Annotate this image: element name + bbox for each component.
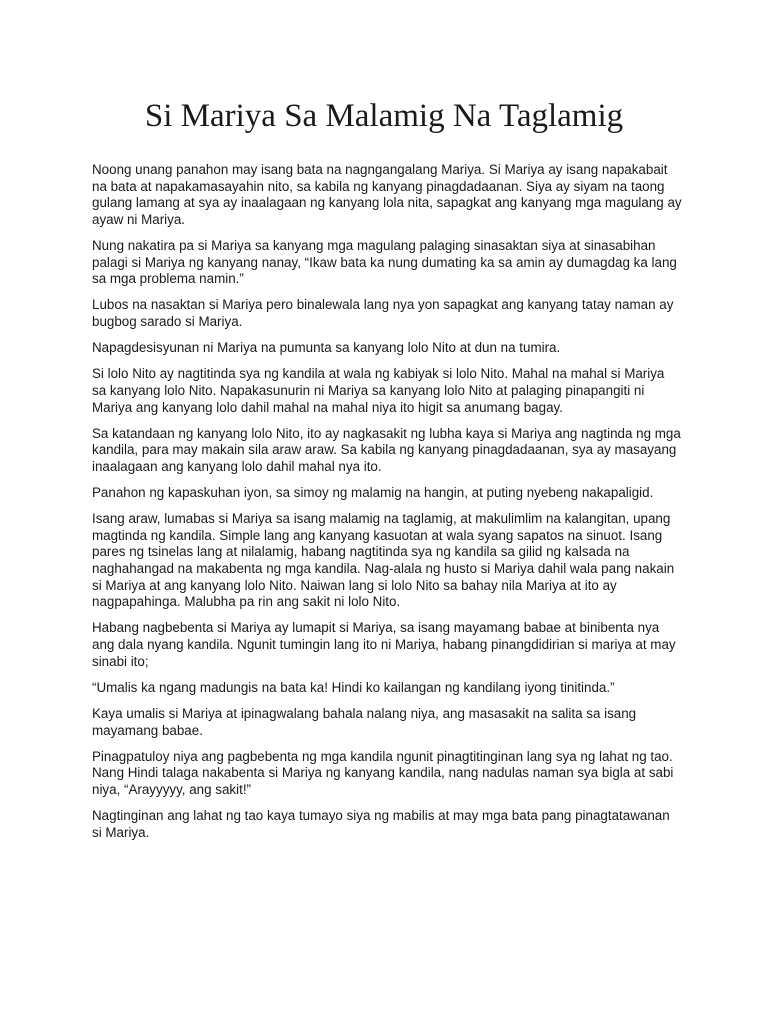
paragraph-4: Napagdesisyunan ni Mariya na pumunta sa kanyang lolo Nito at dun na tumira. [92,340,561,356]
paragraph-7: Panahon ng kapaskuhan iyon, sa simoy ng malamig na hangin, at puting nyebeng nakapaligid. [92,485,654,501]
paragraph-12: Pinagpatuloy niya ang pagbebenta ng mga kandila ngunit pinagtitinginan lang sya ng lahat ng tao. Nang Hindi talaga nakabenta si Mariya ng kanyang kandila, nang nadulas naman sya bigla at sabi niya, “Arayyyyy, ang sakit!” [92,748,674,797]
paragraph-8: Isang araw, lumabas si Mariya sa isang malamig na taglamig, at makulimlim na kalangitan, upang magtinda ng kandila. Simple lang ang kanyang kasuotan at wala syang sapatos na sinuot. Isang pares ng tsinelas lang at nilalamig, habang nagtitinda sya ng kandila sa gilid ng kalsada na naghahangad na makabenta ng mga kandila. Nag-alala ng husto si Mariya dahil wala pang nakain si Mariya at ang kanyang lolo Nito. Naiwan lang si lolo Nito sa bahay nila Mariya at ito ay nagpapahinga. Malubha pa rin ang sakit ni lolo Nito. [92,511,675,610]
paragraph-2: Nung nakatira pa si Mariya sa kanyang mga magulang palaging sinasaktan siya at sinasabihan palagi si Mariya ng kanyang nanay, “Ikaw bata ka nung dumating ka sa amin ay dumagdag ka lang sa mga problema namin.” [92,237,677,287]
paragraph-10: “Umalis ka ngang madungis na bata ka! Hindi ko kailangan ng kandilang iyong tinitinda.” [92,679,615,695]
paragraph-13: Nagtinginan ang lahat ng tao kaya tumayo siya ng mabilis at may mga bata pang pinagtatawanan si Mariya. [92,808,670,840]
paragraph-1: Noong unang panahon may isang bata na nagngangalang Mariya. Si Mariya ay isang napakabait na bata at napakamasayahin nito, sa kabila ng kanyang pinagdadaanan. Siya ay siyam na taong gulang lamang at sya ay inaalagaan ng kanyang lola nita, sapagkat ang kanyang mga magulang ay ayaw ni Mariya. [92,162,682,227]
paragraph-11: Kaya umalis si Mariya at ipinagwalang bahala nalang niya, ang masasakit na salita sa isang mayamang babae. [92,705,637,738]
document-title: Si Mariya Sa Malamig Na Taglamig [144,98,624,134]
paragraph-3: Lubos na nasaktan si Mariya pero binalewala lang nya yon sapagkat ang kanyang tatay naman ay bugbog sarado si Mariya. [92,297,674,329]
paragraph-6: Sa katandaan ng kanyang lolo Nito, ito ay nagkasakit ng lubha kaya si Mariya ang nagtinda ng mga kandila, para may makain sila araw araw. Sa kabila ng kanyang pinagdadaanan, sya ay masayang inaalagaan ang kanyang lolo dahil mahal nya ito. [92,425,681,474]
paragraph-9: Habang nagbebenta si Mariya ay lumapit si Mariya, sa isang mayamang babae at binibenta nya ang dala nyang kandila. Ngunit tumingin lang ito ni Mariya, habang pinangdidirian si mariya at may sinabi ito; [92,620,676,669]
paragraph-5: Si lolo Nito ay nagtitinda sya ng kandila at wala ng kabiyak si lolo Nito. Mahal na mahal si Mariya sa kanyang lolo Nito. Napakasunurin ni Mariya sa kanyang lolo Nito at palaging pinapangiti ni Mariya ang kanyang lolo dahil mahal na mahal niya ito higit sa anumang bagay. [92,366,665,415]
document-body [92,162,682,851]
